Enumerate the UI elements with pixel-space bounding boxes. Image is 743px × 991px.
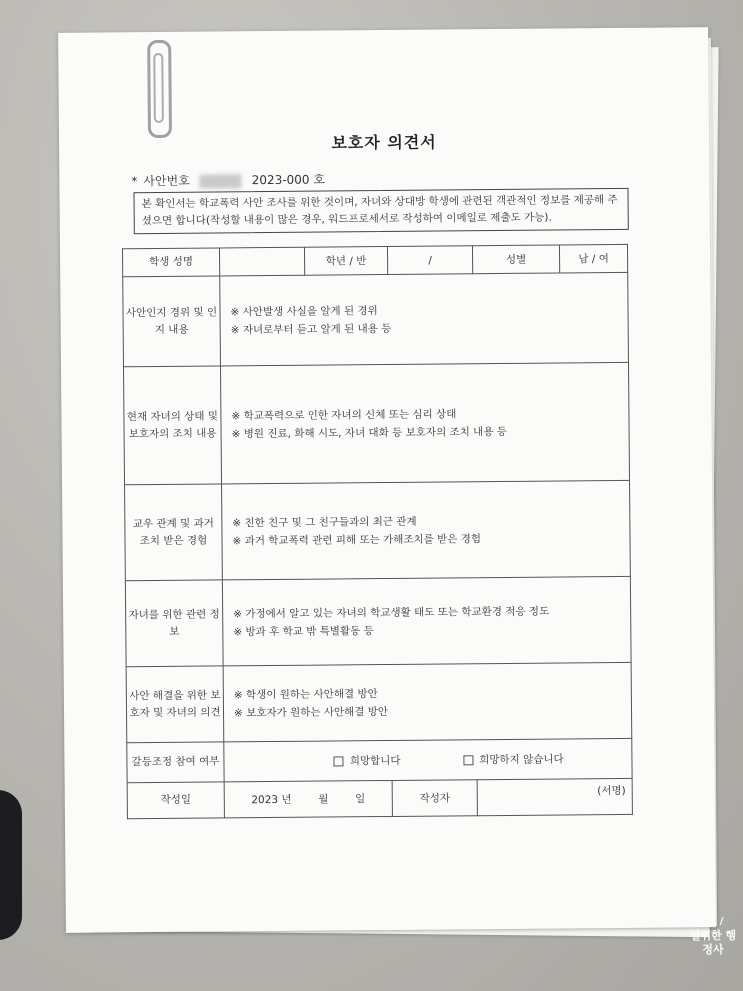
case-number-line: * 사안번호 2023-000 호 — [131, 172, 325, 189]
date-year: 2023 년 — [251, 793, 292, 807]
hint-text: ※ 자녀로부터 듣고 알게 된 내용 등 — [230, 322, 392, 336]
date-label: 작성일 — [127, 782, 224, 819]
section-label: 사안 해결을 위한 보호자 및 자녀의 의견 — [126, 666, 224, 743]
date-day: 일 — [355, 793, 366, 806]
watermark-logo: \ | / 널위한 행정사 — [685, 915, 741, 957]
checkbox-no[interactable] — [463, 755, 473, 765]
mediation-label: 갈등조정 참여 여부 — [127, 742, 224, 783]
grade-class-field[interactable]: / — [387, 246, 472, 275]
hint-text: ※ 가정에서 알고 있는 자녀의 학교생활 태도 또는 학교환경 적응 정도 — [233, 605, 550, 620]
checkbox-yes[interactable] — [334, 756, 344, 766]
section-content[interactable] — [220, 362, 629, 484]
hint-text: ※ 친한 친구 및 그 친구들과의 최근 관계 — [232, 515, 417, 529]
section-row — [123, 272, 629, 366]
gender-label: 성별 — [472, 245, 559, 274]
hint-text: ※ 학생이 원하는 사안해결 방안 — [233, 687, 378, 701]
writer-label: 작성자 — [392, 780, 477, 817]
hint-text: ※ 보호자가 원하는 사안해결 방안 — [233, 705, 389, 719]
dark-object — [0, 790, 22, 940]
hint-text: ※ 병원 진료, 화해 시도, 자녀 대화 등 보호자의 조치 내용 등 — [231, 425, 507, 440]
section-row — [125, 480, 631, 580]
mediation-options — [224, 738, 632, 782]
section-content[interactable] — [223, 662, 632, 742]
student-name-field[interactable] — [219, 247, 304, 276]
writer-field[interactable] — [477, 778, 632, 815]
section-content[interactable] — [222, 576, 631, 666]
section-content[interactable] — [222, 480, 631, 580]
section-label: 자녀를 위한 관련 정보 — [125, 580, 223, 667]
document-title: 보호자 의견서 — [331, 132, 437, 153]
student-name-label: 학생 성명 — [122, 248, 219, 277]
hint-text: ※ 사안발생 사실을 알게 된 경위 — [230, 304, 378, 318]
hint-text: ※ 과거 학교폭력 관련 피해 또는 가해조치를 받은 경험 — [232, 532, 482, 547]
section-label: 현재 자녀의 상태 및 보호자의 조치 내용 — [124, 366, 222, 485]
section-label: 교우 관계 및 과거 조치 받은 경험 — [125, 484, 223, 581]
section-row — [125, 576, 631, 666]
date-month: 월 — [318, 793, 329, 806]
case-number-value: 2023-000 호 — [251, 172, 325, 188]
case-number-label: 사안번호 — [143, 173, 190, 189]
gender-field[interactable]: 남 / 여 — [559, 244, 627, 273]
opinion-form-table — [122, 244, 633, 819]
student-info-row — [122, 244, 627, 276]
signature-mark: (서명) — [597, 784, 626, 798]
hint-text: ※ 방과 후 학교 밖 특별활동 등 — [233, 624, 374, 638]
option-no-label: 희망하지 않습니다 — [479, 753, 564, 767]
document-page — [58, 27, 716, 933]
redacted-blur — [200, 174, 242, 188]
notice-box: 본 확인서는 학교폭력 사안 조사를 위한 것이며, 자녀와 상대방 학생에 관련된 객관적인 정보를 제공해 주셨으면 합니다(작성할 내용이 많은 경우, 워드프로세서로 작성하여 이메일로 제출도 가능). — [133, 188, 628, 234]
mediation-row — [127, 738, 632, 782]
watermark-text: 널위한 행정사 — [689, 929, 737, 956]
section-label: 사안인지 경위 및 인지 내용 — [123, 276, 221, 367]
section-row — [126, 662, 632, 742]
paper-clip — [147, 40, 172, 138]
hint-text: ※ 학교폭력으로 인한 자녀의 신체 또는 심리 상태 — [231, 407, 457, 422]
section-row — [124, 362, 630, 484]
date-field[interactable] — [224, 780, 392, 817]
grade-class-label: 학년 / 반 — [304, 246, 387, 275]
section-content[interactable] — [220, 272, 629, 366]
footer-row — [127, 778, 632, 818]
option-yes-label: 희망합니다 — [349, 754, 401, 768]
